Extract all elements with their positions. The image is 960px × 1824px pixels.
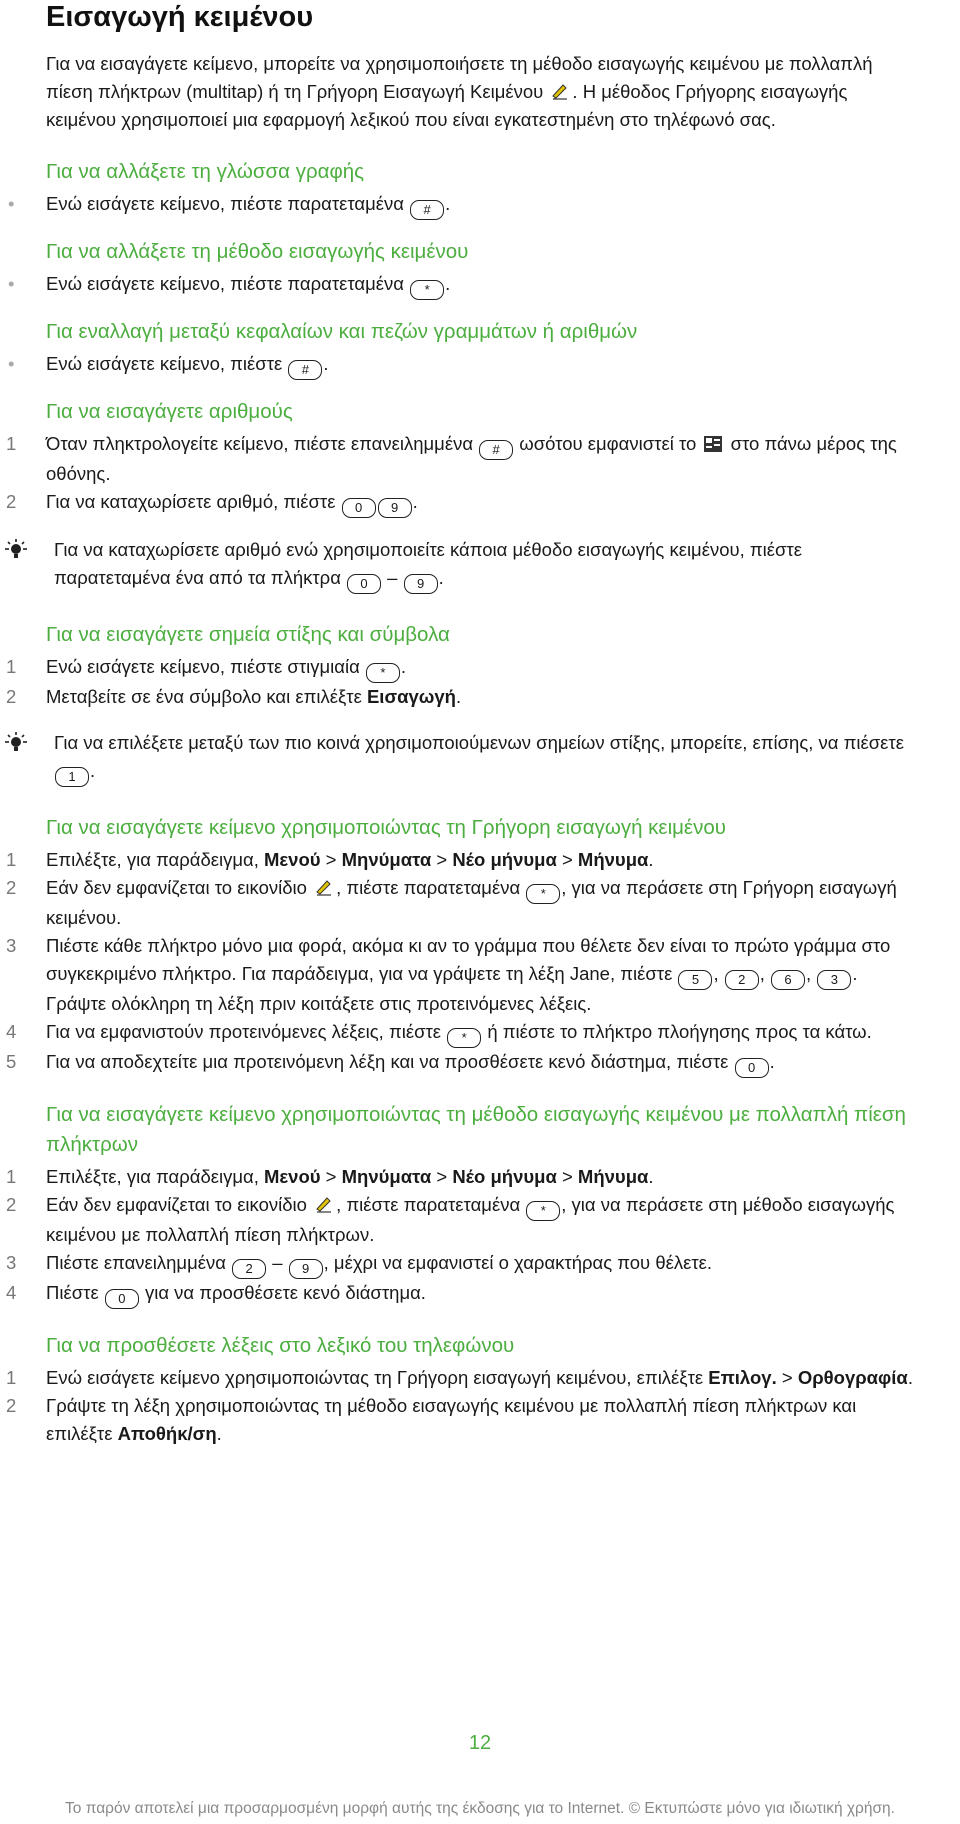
bullet-item: • Ενώ εισάγετε κείμενο, πιέστε # . (46, 350, 920, 380)
bullet-item: • Ενώ εισάγετε κείμενο, πιέστε παρατεταμένα * . (46, 270, 920, 300)
star-key-icon: * (526, 1201, 560, 1221)
list-item: 1 Ενώ εισάγετε κείμενο, πιέστε στιγμιαία * . (46, 653, 920, 683)
hash-key-icon: # (410, 200, 444, 220)
tip-note: Για να καταχωρίσετε αριθμό ενώ χρησιμοποιείτε κάποια μέθοδο εισαγωγής κειμένου, πιέστε παρατεταμένα ένα από τα πλήκτρα 0 – 9 . (46, 536, 920, 594)
section-language (8, 157, 920, 220)
tip-note: Για να επιλέξετε μεταξύ των πιο κοινά χρησιμοποιούμενων σημείων στίξης, μπορείτε, επίσης, να πιέσετε 1 . (46, 729, 920, 787)
section-case (8, 317, 920, 380)
footer-note: Το παρόν αποτελεί μια προσαρμοσμένη μορφή αυτής της έκδοσης για το Internet. © Εκτυπώστε μόνο για ιδιωτική χρήση. (65, 1800, 895, 1817)
section-heading: Για εναλλαγή μεταξύ κεφαλαίων και πεζών γραμμάτων ή αριθμών (46, 320, 638, 343)
numeric-mode-icon (703, 435, 723, 453)
list-item: 3 Πιέστε κάθε πλήκτρο μόνο μια φορά, ακόμα κι αν το γράμμα που θέλετε δεν είναι το πρώτο γράμμα στο συγκεκριμένο πλήκτρο. Για παράδειγμα, για να γράψετε τη λέξη Jane, πιέστε 5 , 2 , 6 , 3 . Γράψτε ολόκληρη τη λέξη πριν κοιτάξετε στις προτεινόμενες λέξεις. (6, 935, 891, 1014)
section-numbers (6, 397, 920, 518)
zero-key-icon: 0 (342, 498, 376, 518)
list-item: 2 Μεταβείτε σε ένα σύμβολο και επιλέξτε Εισαγωγή. (6, 686, 462, 707)
list-item: 4 Για να εμφανιστούν προτεινόμενες λέξεις, πιέστε * ή πιέστε το πλήκτρο πλοήγησης προς τα κάτω. (46, 1018, 920, 1048)
section-heading: Για να αλλάξετε τη μέθοδο εισαγωγής κειμένου (46, 240, 469, 263)
predictive-text-icon (550, 81, 570, 101)
tip-bulb-icon (1, 731, 31, 755)
list-item: 1 Ενώ εισάγετε κείμενο χρησιμοποιώντας τη Γρήγορη εισαγωγή κειμένου, επιλέξτε Επιλογ. > Ορθογραφία. (6, 1367, 913, 1388)
predictive-text-icon (314, 877, 334, 897)
star-key-icon: * (447, 1028, 481, 1048)
intro-paragraph: Για να εισαγάγετε κείμενο, μπορείτε να χρησιμοποιήσετε τη μέθοδο εισαγωγής κειμένου με πολλαπλή πίεση πλήκτρων (multitap) ή τη Γρήγορη Εισαγωγή Κειμένου . Η μέθοδος Γρήγορης εισαγωγής κειμένου χρησιμοποιεί μια εφαρμογή λεξικού που είναι εγκατεστημένη στο τηλέφωνό σας. (46, 53, 873, 130)
hash-key-icon: # (479, 440, 513, 460)
two-key-icon: 2 (232, 1259, 266, 1279)
one-key-icon: 1 (55, 767, 89, 787)
star-key-icon: * (366, 663, 400, 683)
star-key-icon: * (526, 884, 560, 904)
section-heading: Για να προσθέσετε λέξεις στο λεξικό του τηλεφώνου (46, 1334, 515, 1357)
zero-key-icon: 0 (347, 574, 381, 594)
section-heading: Για να εισαγάγετε κείμενο χρησιμοποιώντας τη Γρήγορη εισαγωγή κειμένου (46, 816, 726, 839)
list-item: 2 Για να καταχωρίσετε αριθμό, πιέστε 0 9 . (46, 488, 920, 518)
list-item: 1 Επιλέξτε, για παράδειγμα, Μενού > Μηνύματα > Νέο μήνυμα > Μήνυμα. (6, 1166, 654, 1187)
section-heading: Για να εισαγάγετε κείμενο χρησιμοποιώντας τη μέθοδο εισαγωγής κειμένου με πολλαπλή πίεση πλήκτρων (46, 1103, 906, 1156)
two-key-icon: 2 (725, 970, 759, 990)
nine-key-icon: 9 (378, 498, 412, 518)
star-key-icon: * (410, 280, 444, 300)
predictive-text-icon (314, 1194, 334, 1214)
list-item: 2 Εάν δεν εμφανίζεται το εικονίδιο , πιέστε παρατεταμένα * , για να περάσετε στη μέθοδο εισαγωγής κειμένου με πολλαπλή πίεση πλήκτρων. (6, 1194, 895, 1245)
section-predictive (6, 813, 920, 1078)
section-multitap (6, 1100, 920, 1309)
section-heading: Για να εισαγάγετε σημεία στίξης και σύμβολα (46, 623, 450, 646)
page-number: 12 (468, 1732, 492, 1754)
section-heading: Για να αλλάξετε τη γλώσσα γραφής (46, 160, 365, 183)
tip-bulb-icon (1, 538, 31, 562)
zero-key-icon: 0 (735, 1058, 769, 1078)
section-input-method (8, 237, 920, 300)
bullet-item: • Ενώ εισάγετε κείμενο, πιέστε παρατεταμένα # . (46, 190, 920, 220)
list-item: 2 Εάν δεν εμφανίζεται το εικονίδιο , πιέστε παρατεταμένα * , για να περάσετε στη Γρήγορη εισαγωγή κειμένου. (6, 877, 897, 928)
section-punctuation (6, 620, 920, 711)
list-item: 5 Για να αποδεχτείτε μια προτεινόμενη λέξη και να προσθέσετε κενό διάστημα, πιέστε 0 . (46, 1048, 920, 1078)
hash-key-icon: # (288, 360, 322, 380)
list-item: 3 Πιέστε επανειλημμένα 2 – 9 , μέχρι να εμφανιστεί ο χαρακτήρας που θέλετε. (46, 1249, 920, 1279)
five-key-icon: 5 (678, 970, 712, 990)
list-item: 4 Πιέστε 0 για να προσθέσετε κενό διάστημα. (46, 1279, 920, 1309)
three-key-icon: 3 (817, 970, 851, 990)
six-key-icon: 6 (771, 970, 805, 990)
nine-key-icon: 9 (289, 1259, 323, 1279)
zero-key-icon: 0 (105, 1289, 139, 1309)
page-title: Εισαγωγή κειμένου (46, 1, 314, 33)
section-dictionary (6, 1331, 920, 1448)
nine-key-icon: 9 (404, 574, 438, 594)
section-heading: Για να εισαγάγετε αριθμούς (46, 400, 293, 423)
list-item: 2 Γράψτε τη λέξη χρησιμοποιώντας τη μέθοδο εισαγωγής κειμένου με πολλαπλή πίεση πλήκτρων και επιλέξτε Αποθήκ/ση. (6, 1395, 857, 1444)
list-item: 1 Όταν πληκτρολογείτε κείμενο, πιέστε επανειλημμένα # ωσότου εμφανιστεί το στο πάνω μέρος της οθόνης. (6, 433, 897, 484)
list-item: 1 Επιλέξτε, για παράδειγμα, Μενού > Μηνύματα > Νέο μήνυμα > Μήνυμα. (6, 849, 654, 870)
